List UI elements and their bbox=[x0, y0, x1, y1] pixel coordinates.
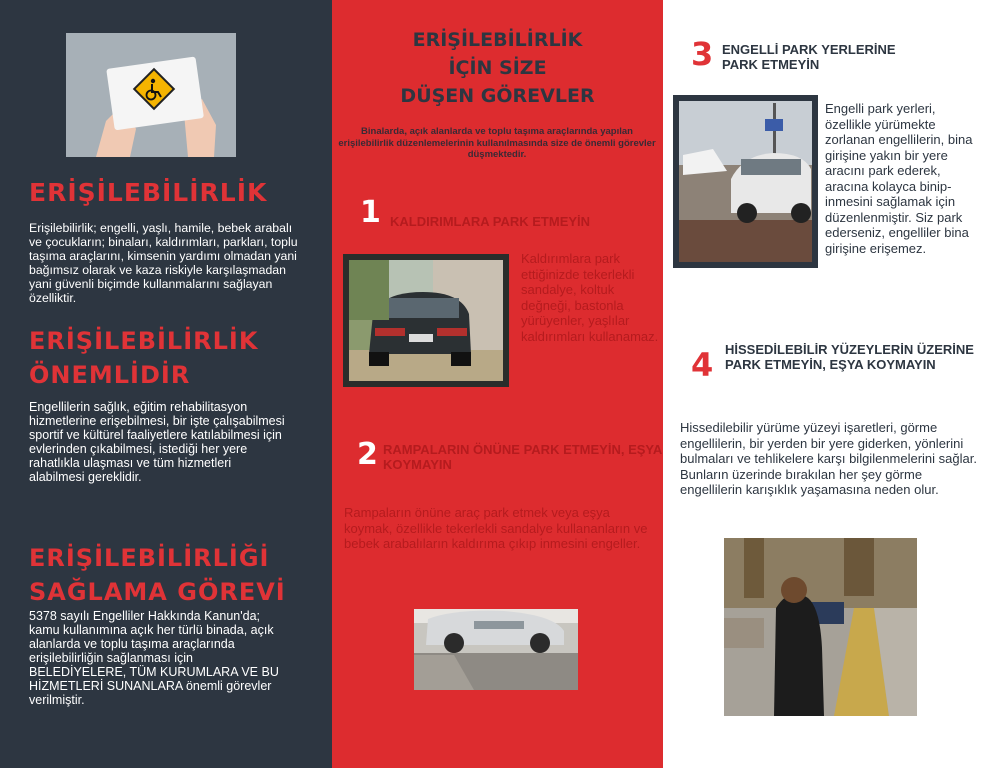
middle-title bbox=[332, 26, 663, 110]
title-line: SAĞLAMA GÖREVİ bbox=[29, 578, 286, 606]
section-title-importance bbox=[29, 324, 258, 392]
car-on-sidewalk-photo bbox=[343, 254, 509, 387]
item-title: ENGELLİ PARK YERLERİNE PARK ETMEYİN bbox=[722, 42, 896, 72]
left-panel bbox=[0, 0, 332, 768]
title-line: İÇİN SİZE bbox=[448, 57, 547, 79]
importance-text: Engellilerin sağlık, eğitim rehabilitasyon hizmetlerine erişebilmesi, bir işte çalışabilmesi sportif ve kültürel faaliyetlere katılabilmesi için evlerinden çıkabilmesi, istediği her yere rahatlıkla ulaşması ve tüm hizmetleri alabilmesi gereklidir. bbox=[29, 400, 285, 484]
item-title: HİSSEDİLEBİLİR YÜZEYLERİN ÜZERİNE PARK ETMEYİN, EŞYA KOYMAYIN bbox=[725, 342, 974, 372]
car-on-ramp-photo bbox=[414, 609, 578, 690]
item-text: Rampaların önüne araç park etmek veya eşya koymak, özellikle tekerlekli sandalye kullananların ve bebek arabalıların kaldırıma çıkıp inmesini engeller. bbox=[344, 505, 648, 551]
title-line: ERİŞİLEBİLİRLİĞİ bbox=[29, 544, 270, 572]
title-line: ERİŞİLEBİLİRLİK bbox=[412, 29, 583, 51]
section-title-accessibility: ERİŞİLEBİLİRLİK bbox=[29, 178, 268, 207]
item-number: 2 bbox=[357, 437, 378, 472]
section-title-duty bbox=[29, 541, 286, 609]
item-title: RAMPALARIN ÖNÜNE PARK ETMEYİN, EŞYA KOYMAYIN bbox=[383, 442, 662, 472]
item-title: KALDIRIMLARA PARK ETMEYİN bbox=[390, 214, 591, 229]
middle-panel bbox=[332, 0, 663, 768]
item-number: 4 bbox=[691, 346, 714, 384]
item-text: Hissedilebilir yürüme yüzeyi işaretleri, görme engellilerin, bir yerden bir yere giderken, yönlerini bulmaları ve tehlikelere karşı bilgilenmelerini sağlar. Bunların üzerinde bırakılan her şey görme engellilerin karışıklık yaşamasına neden olur. bbox=[680, 420, 977, 497]
item-number: 3 bbox=[691, 35, 714, 73]
title-line: ÖNEMLİDİR bbox=[29, 361, 191, 389]
accessibility-definition-text: Erişilebilirlik; engelli, yaşlı, hamile, bebek arabalı ve çocukların; binaları, kaldırımları, parkları, toplu taşıma araçlarını, kimsenin yardımı olmadan yani bağımsız olarak ve kaza riskiyle karşılaşmadan yani güvenli biçimde kullanmalarını sağlayan özelliktir. bbox=[29, 221, 298, 305]
right-panel bbox=[663, 0, 994, 768]
title-line: ERİŞİLEBİLİRLİK bbox=[29, 327, 259, 355]
tactile-paving-photo bbox=[724, 538, 917, 716]
accessibility-sign-photo bbox=[66, 33, 236, 157]
disabled-parking-photo bbox=[673, 95, 818, 268]
duty-text: 5378 sayılı Engelliler Hakkında Kanun'da; kamu kullanımına açık her türlü binada, açık alanlarda ve toplu taşıma araçlarında erişilebilirliğin sağlanması için BELEDİYELERE, TÜM KURUMLARA VE BU HİZMETLERİ SUNANLARA önemli görevler verilmiştir. bbox=[29, 609, 279, 707]
item-number: 1 bbox=[360, 195, 381, 230]
item-text: Kaldırımlara park ettiğinizde tekerlekli sandalye, koltuk değneği, bastonla yürüyenler, yaşlılar kaldırımları kullanamaz. bbox=[521, 251, 659, 344]
middle-intro-text: Binalarda, açık alanlarda ve toplu taşıma araçlarında yapılan erişilebilirlik düzenlemelerinin kullanılmasında size de önemli görevler düşmektedir. bbox=[338, 126, 656, 160]
item-text: Engelli park yerleri, özellikle yürümekte zorlanan engellilerin, bina girişine yakın bir yere aracını park ederek, aracına kolayca binip-inmesini sağlamak için düzenlenmiştir. Siz park ederseniz, engelliler bina girişine erişemez. bbox=[825, 101, 973, 256]
title-line: DÜŞEN GÖREVLER bbox=[400, 85, 595, 107]
